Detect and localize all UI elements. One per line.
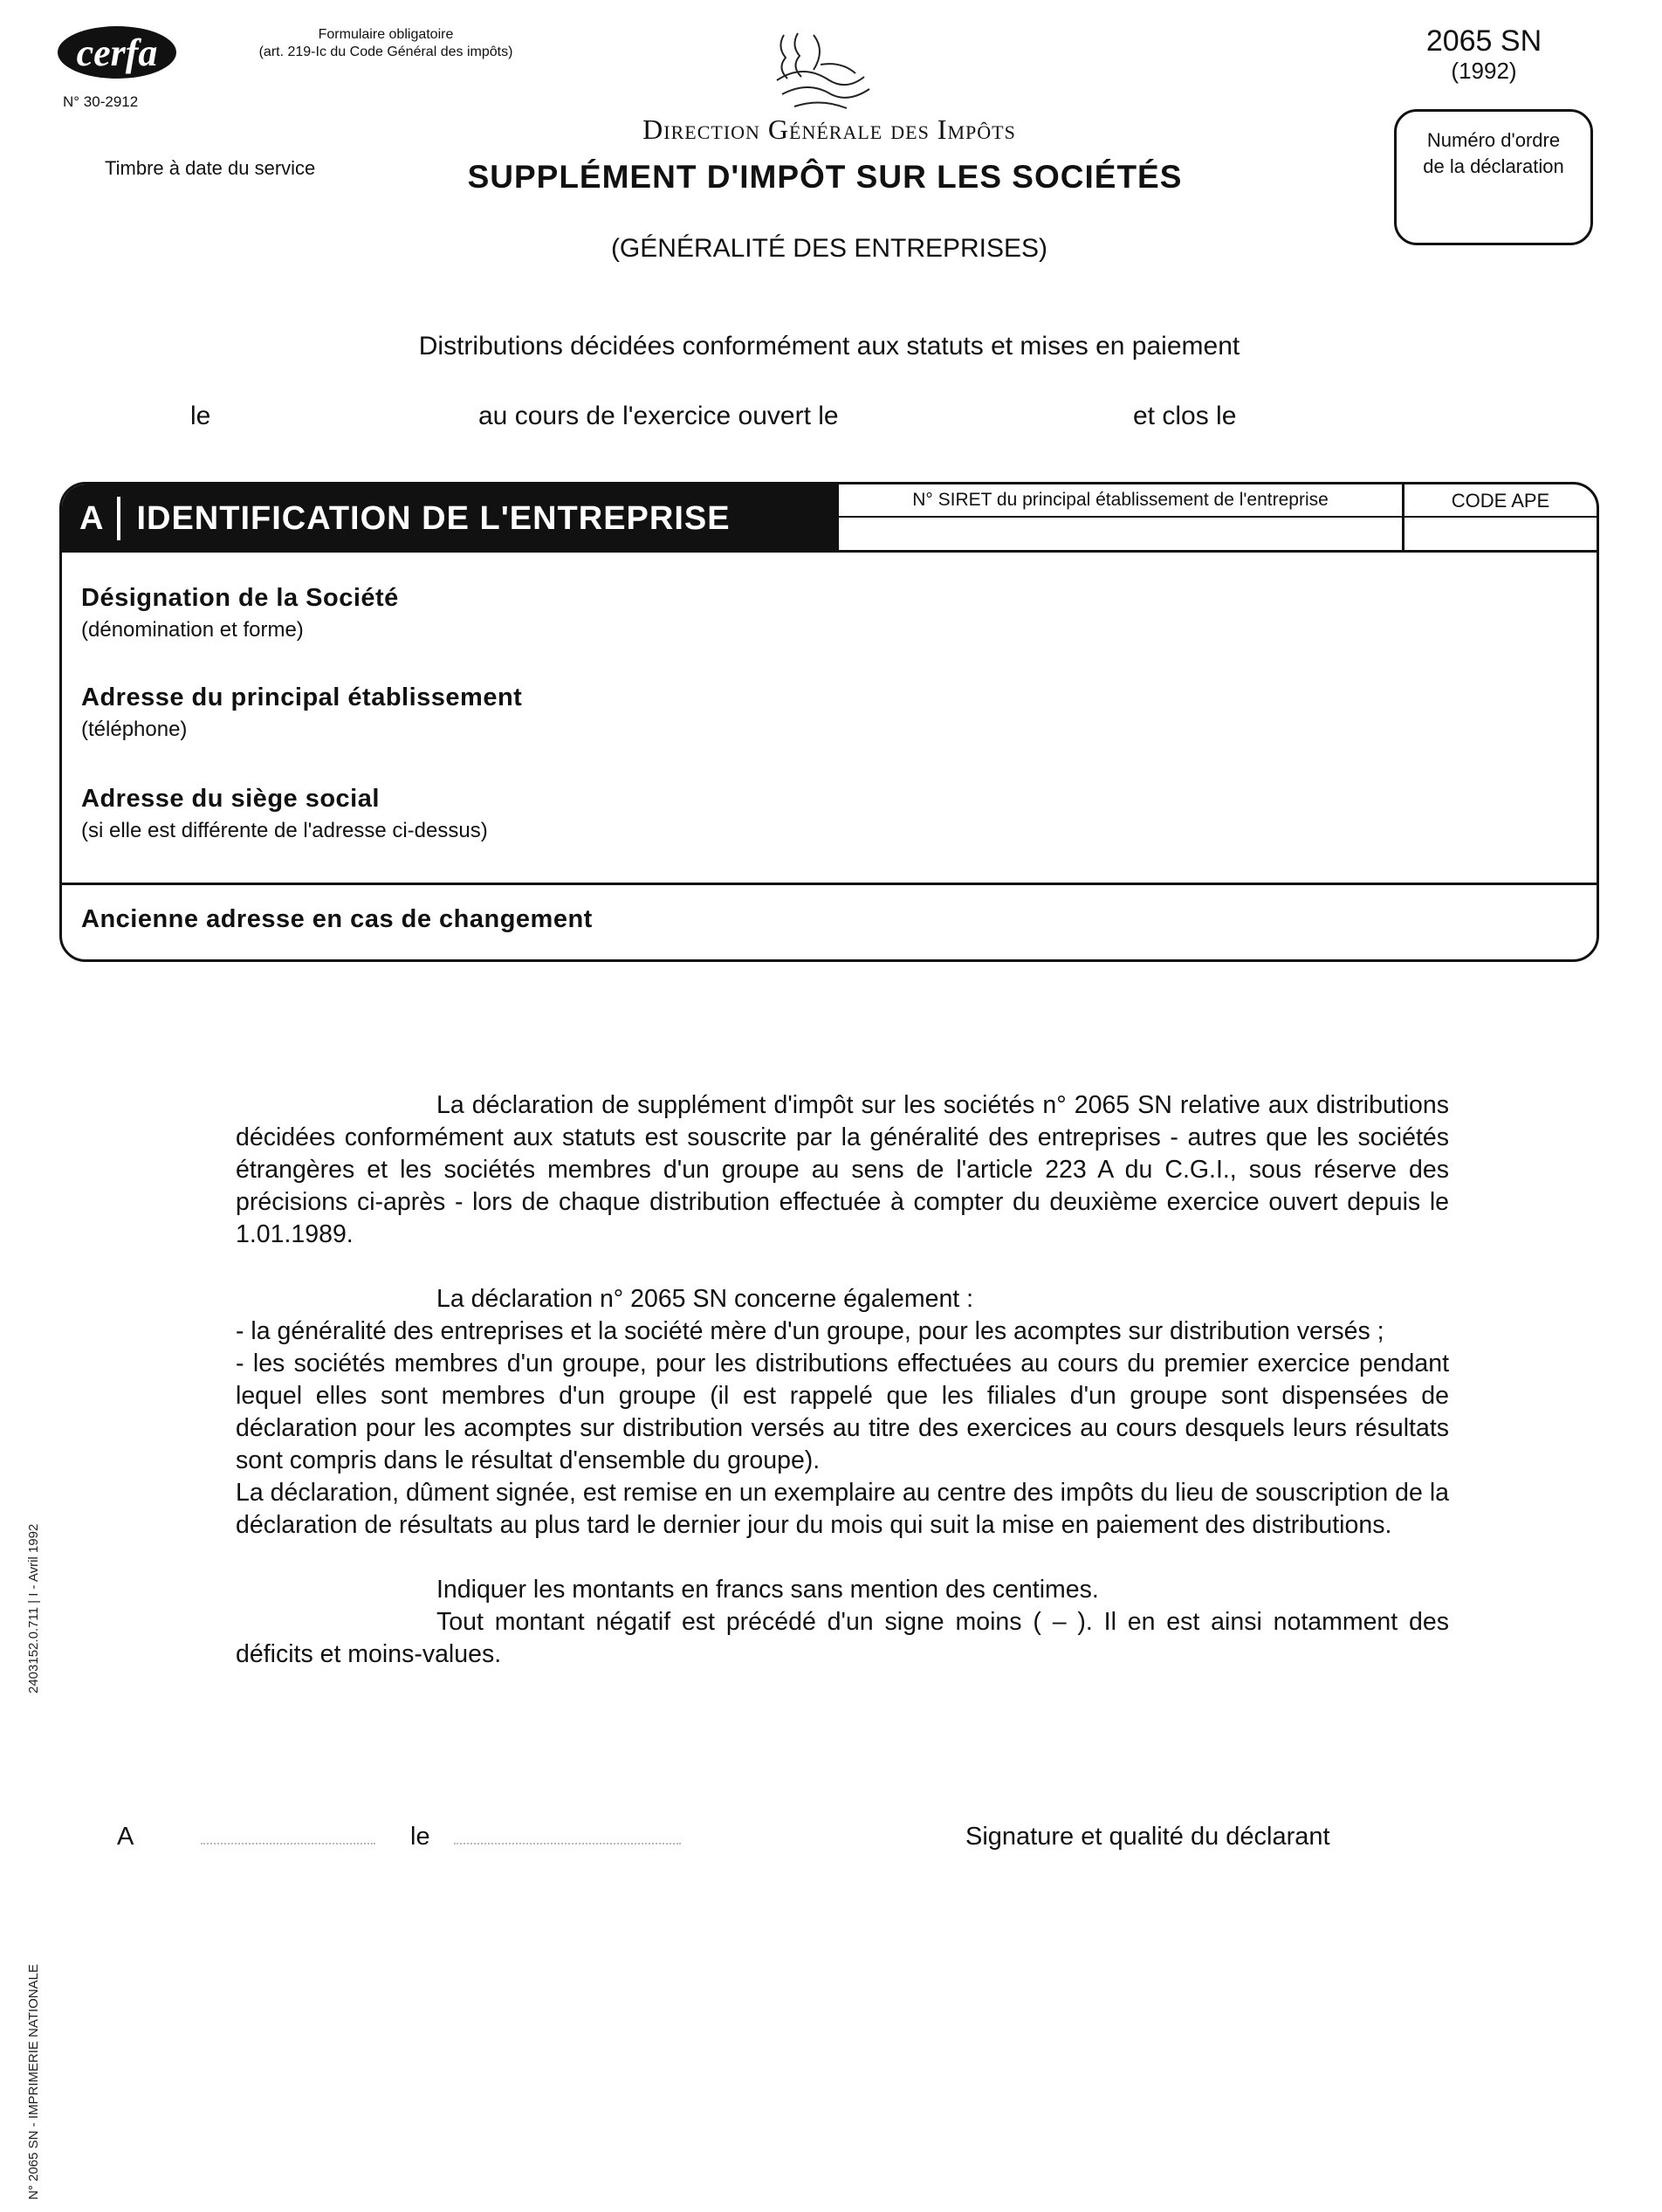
section-divider — [62, 883, 1597, 885]
le-label: le — [190, 402, 211, 430]
ape-cell — [1404, 484, 1597, 553]
margin-print-code: 2403152.0.711 | I - Avril 1992 — [26, 1523, 41, 1693]
marianne-emblem-icon — [759, 26, 917, 122]
date-cloture-field[interactable] — [1257, 402, 1501, 431]
ancienne-adresse-field — [81, 905, 593, 934]
notice-paragraph-2: La déclaration n° 2065 SN concerne également : — [436, 1285, 974, 1313]
numero-ordre-box[interactable] — [1394, 109, 1593, 245]
signature-label: Signature et qualité du déclarant — [965, 1823, 1330, 1851]
timbre-label: Timbre à date du service — [105, 157, 316, 179]
distributions-line: Distributions décidées conformément aux statuts et mises en paiement — [418, 332, 1240, 361]
date-paiement-field[interactable] — [218, 402, 463, 431]
margin-imprimerie: N° 2065 SN - IMPRIMERIE NATIONALE — [26, 1964, 41, 2200]
notice-text — [236, 1089, 1449, 1671]
ape-label: CODE APE — [1404, 484, 1597, 518]
adresse-principal-sub: (téléphone) — [81, 718, 188, 741]
page-title: SUPPLÉMENT D'IMPÔT SUR LES SOCIÉTÉS — [467, 159, 1183, 195]
form-year: (1992) — [1451, 58, 1517, 85]
siret-cell — [839, 484, 1404, 553]
ordre-line2: de la déclaration — [1423, 155, 1564, 177]
section-letter: A — [79, 499, 104, 537]
notice-paragraph-3: - la généralité des entreprises et la société mère d'un groupe, pour les acomptes sur distribution versés ; — [236, 1317, 1384, 1345]
siret-label: N° SIRET du principal établissement de l'entreprise — [839, 484, 1402, 518]
ordre-line1: Numéro d'ordre — [1426, 129, 1561, 151]
designation-sub: (dénomination et forme) — [81, 618, 304, 642]
form-number: N° 30-2912 — [63, 93, 139, 110]
adresse-principal-label: Adresse du principal établissement — [81, 684, 523, 711]
ancienne-adresse-input[interactable] — [673, 895, 1581, 947]
notice-paragraph-7: Tout montant négatif est précédé d'un signe moins ( – ). Il en est ainsi notamment des déficits et moins-values. — [236, 1608, 1449, 1668]
siege-social-sub: (si elle est différente de l'adresse ci-dessus) — [81, 819, 488, 842]
lieu-label: A — [117, 1823, 134, 1851]
adresse-principal-input[interactable] — [673, 680, 1581, 759]
clos-label: et clos le — [1133, 402, 1237, 430]
ancienne-adresse-label: Ancienne adresse en cas de changement — [81, 905, 593, 933]
notice-paragraph-1: La déclaration de supplément d'impôt sur les sociétés n° 2065 SN relative aux distributions décidées conformément aux statuts est souscrite par la généralité des entreprises - autres que les sociétés étrangères et les sociétés membres d'un groupe au sens de l'article 223 A du C.G.I., sous réserve des précisions ci-après - lors de chaque distribution effectuée à compter du deuxième exercice ouvert depuis le 1.01.1989. — [236, 1091, 1449, 1248]
siege-social-label: Adresse du siège social — [81, 785, 380, 813]
lieu-input[interactable] — [201, 1823, 375, 1851]
notice-paragraph-6: Indiquer les montants en francs sans mention des centimes. — [436, 1576, 1099, 1604]
notice-paragraph-5: La déclaration, dûment signée, est remise en un exemplaire au centre des impôts du lieu de souscription de la déclaration de résultats au plus tard le dernier jour du mois qui suit la mise en paiement des distributions. — [236, 1479, 1449, 1539]
notice-paragraph-4: - les sociétés membres d'un groupe, pour les distributions effectuées au cours du premier exercice pendant lequel elles sont membres d'un groupe (il est rappelé que les filiales d'un groupe sont dispensées de déclaration pour les acomptes sur distribution versés au titre des exercices au cours desquels leurs résultats sont compris dans le résultat d'ensemble du groupe). — [236, 1350, 1449, 1474]
date-ouverture-field[interactable] — [899, 402, 1109, 431]
section-a-identification — [59, 482, 1599, 962]
form-code — [1362, 24, 1606, 85]
signature-area[interactable] — [965, 1868, 1489, 2025]
form-code-number: 2065 SN — [1425, 24, 1542, 58]
date-signature-input[interactable] — [454, 1823, 698, 1851]
section-separator — [117, 497, 120, 540]
ape-input[interactable] — [1404, 518, 1597, 554]
designation-label: Désignation de la Société — [81, 584, 399, 612]
siret-input[interactable] — [839, 518, 1402, 554]
date-signature-label: le — [410, 1823, 430, 1851]
designation-field — [81, 584, 399, 642]
formulaire-obligatoire — [203, 26, 569, 61]
direction-label: Direction Générale des Impôts — [642, 113, 1016, 145]
siege-social-field — [81, 785, 488, 843]
formulaire-line1: Formulaire obligatoire — [318, 27, 454, 42]
section-title: IDENTIFICATION DE L'ENTREPRISE — [136, 499, 731, 537]
formulaire-line2: (art. 219-Ic du Code Général des impôts) — [258, 45, 513, 59]
siege-social-input[interactable] — [673, 781, 1581, 860]
adresse-principal-field — [81, 684, 522, 742]
exercice-ouvert-label: au cours de l'exercice ouvert le — [478, 402, 839, 430]
cerfa-logo: cerfa — [58, 26, 176, 79]
section-a-header — [62, 484, 839, 553]
designation-input[interactable] — [673, 580, 1581, 659]
page-subtitle: (GÉNÉRALITÉ DES ENTREPRISES) — [610, 234, 1048, 263]
